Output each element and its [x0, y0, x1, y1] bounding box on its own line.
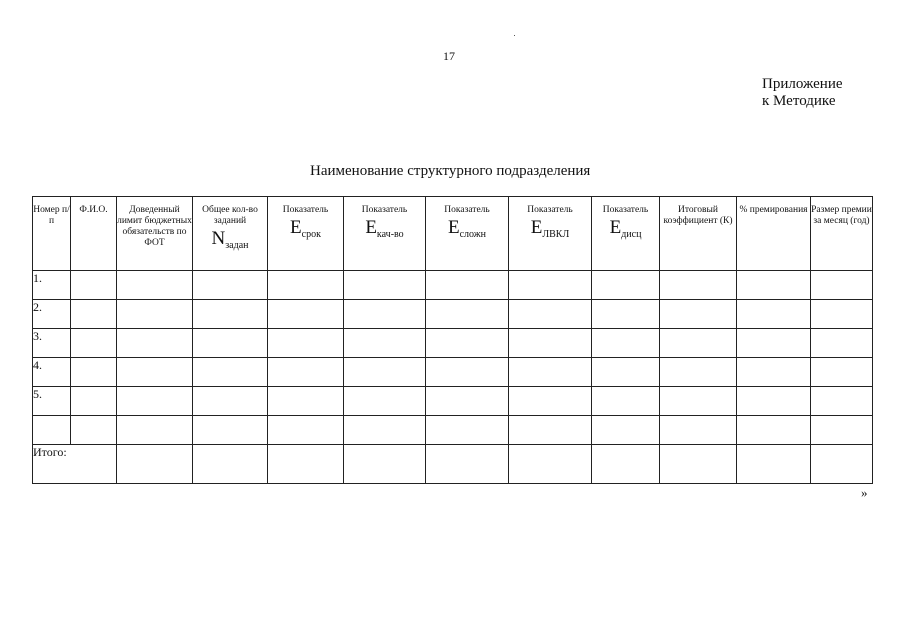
row-number: 4.	[33, 358, 71, 387]
symbol-letter: N	[211, 228, 226, 249]
table-row	[33, 329, 873, 358]
table-cell	[509, 300, 592, 329]
table-cell	[344, 358, 426, 387]
table-row	[33, 387, 873, 416]
row-number: 1.	[33, 271, 71, 300]
table-cell	[737, 416, 811, 445]
table-cell	[737, 445, 811, 484]
header-indicator-label: Показатель	[282, 205, 329, 215]
table-cell	[71, 329, 117, 358]
header-num: Номер п/п	[33, 197, 71, 271]
header-indicator-label: Показатель	[602, 205, 649, 215]
table-cell	[268, 271, 344, 300]
table-cell	[592, 271, 660, 300]
row-number: 3.	[33, 329, 71, 358]
table-cell	[117, 445, 193, 484]
header-indicator-kach	[344, 197, 426, 271]
table-cell	[426, 300, 509, 329]
header-total-tasks	[193, 197, 268, 271]
row-number	[33, 416, 71, 445]
header-indicator-symbol	[509, 218, 591, 238]
table-cell	[811, 445, 873, 484]
table-cell	[426, 416, 509, 445]
table-cell	[811, 271, 873, 300]
table-cell	[509, 358, 592, 387]
table-cell	[193, 329, 268, 358]
table-cell	[344, 329, 426, 358]
header-bonus: Размер премии за месяц (год)	[811, 197, 873, 271]
table-cell	[737, 329, 811, 358]
table-cell	[737, 300, 811, 329]
table-cell	[193, 445, 268, 484]
table-cell	[71, 271, 117, 300]
table-cell	[71, 387, 117, 416]
table-cell	[71, 416, 117, 445]
header-indicator-label: Показатель	[361, 205, 408, 215]
symbol-letter: Е	[609, 217, 622, 238]
table-cell	[193, 387, 268, 416]
table-cell	[268, 300, 344, 329]
table-cell	[811, 329, 873, 358]
header-indicator-label: Показатель	[444, 205, 490, 215]
bonus-table	[32, 196, 873, 484]
table-cell	[117, 300, 193, 329]
appendix-note	[762, 76, 843, 110]
header-indicator-srok	[268, 197, 344, 271]
table-cell	[592, 387, 660, 416]
table-cell	[117, 387, 193, 416]
table-cell	[660, 329, 737, 358]
table-cell	[509, 271, 592, 300]
table-cell	[592, 329, 660, 358]
table-cell	[71, 300, 117, 329]
table-cell	[71, 358, 117, 387]
table-cell	[117, 271, 193, 300]
symbol-subscript: сложн	[459, 229, 487, 240]
table-cell	[344, 445, 426, 484]
table-cell	[660, 445, 737, 484]
table-cell	[344, 387, 426, 416]
table-cell	[811, 416, 873, 445]
table-cell	[509, 387, 592, 416]
table-cell	[117, 329, 193, 358]
table-cell	[509, 416, 592, 445]
symbol-subscript: срок	[301, 229, 321, 240]
header-percent: % премирования	[737, 197, 811, 271]
page-number: 17	[443, 49, 455, 63]
table-cell	[509, 329, 592, 358]
header-indicator-slozh	[426, 197, 509, 271]
table-cell	[193, 271, 268, 300]
table-row	[33, 300, 873, 329]
table-cell	[592, 445, 660, 484]
table-cell	[426, 445, 509, 484]
table-cell	[268, 416, 344, 445]
appendix-line-1: Приложение	[762, 76, 843, 92]
table-cell	[660, 416, 737, 445]
symbol-letter: Е	[290, 217, 302, 238]
table-cell	[509, 445, 592, 484]
table-total-row	[33, 445, 873, 484]
table-cell	[737, 271, 811, 300]
table-cell	[268, 445, 344, 484]
table-cell	[117, 358, 193, 387]
table-cell	[426, 329, 509, 358]
symbol-subscript: кач-во	[376, 229, 404, 240]
table-cell	[344, 300, 426, 329]
table-cell	[193, 300, 268, 329]
closing-quote: »	[861, 485, 868, 500]
table-cell	[660, 358, 737, 387]
table-cell	[660, 271, 737, 300]
table-cell	[193, 358, 268, 387]
header-indicator-symbol	[268, 218, 343, 238]
header-fio: Ф.И.О.	[71, 197, 117, 271]
document-title: Наименование структурного подразделения	[310, 163, 591, 179]
header-total-tasks-label: Общее кол-во заданий	[202, 205, 258, 226]
header-indicator-symbol	[426, 218, 508, 238]
row-number: 2.	[33, 300, 71, 329]
table-row	[33, 416, 873, 445]
table-cell	[592, 358, 660, 387]
header-indicator-symbol	[592, 218, 659, 238]
table-cell	[268, 358, 344, 387]
header-indicator-lvkl	[509, 197, 592, 271]
table-cell	[344, 416, 426, 445]
header-indicator-disc	[592, 197, 660, 271]
symbol-letter: Е	[447, 217, 460, 238]
table-header-row	[33, 197, 873, 271]
table-cell	[592, 416, 660, 445]
table-cell	[737, 387, 811, 416]
header-indicator-symbol	[344, 218, 425, 238]
scan-speck	[514, 35, 515, 36]
table-row	[33, 271, 873, 300]
total-label: Итого:	[33, 445, 117, 484]
table-cell	[117, 416, 193, 445]
symbol-letter: Е	[530, 217, 543, 238]
table-cell	[811, 387, 873, 416]
table-cell	[426, 387, 509, 416]
table-cell	[426, 358, 509, 387]
symbol-subscript: задан	[225, 240, 249, 251]
header-coefficient: Итоговый коэффициент (К)	[660, 197, 737, 271]
table-cell	[811, 300, 873, 329]
symbol-subscript: ЛВКЛ	[542, 229, 570, 240]
row-number: 5.	[33, 387, 71, 416]
appendix-line-2: к Методике	[762, 93, 836, 109]
table-cell	[660, 300, 737, 329]
table-cell	[344, 271, 426, 300]
symbol-letter: Е	[365, 217, 377, 238]
table-cell	[592, 300, 660, 329]
table-row	[33, 358, 873, 387]
header-indicator-label: Показатель	[527, 205, 573, 215]
header-limit: Доведенный лимит бюджетных обязательств по ФОТ	[117, 197, 193, 271]
symbol-subscript: дисц	[621, 229, 642, 240]
table-cell	[268, 387, 344, 416]
table-cell	[811, 358, 873, 387]
table-cell	[737, 358, 811, 387]
table-cell	[193, 416, 268, 445]
table-cell	[268, 329, 344, 358]
header-total-tasks-symbol	[193, 229, 267, 249]
table-cell	[426, 271, 509, 300]
table-cell	[660, 387, 737, 416]
